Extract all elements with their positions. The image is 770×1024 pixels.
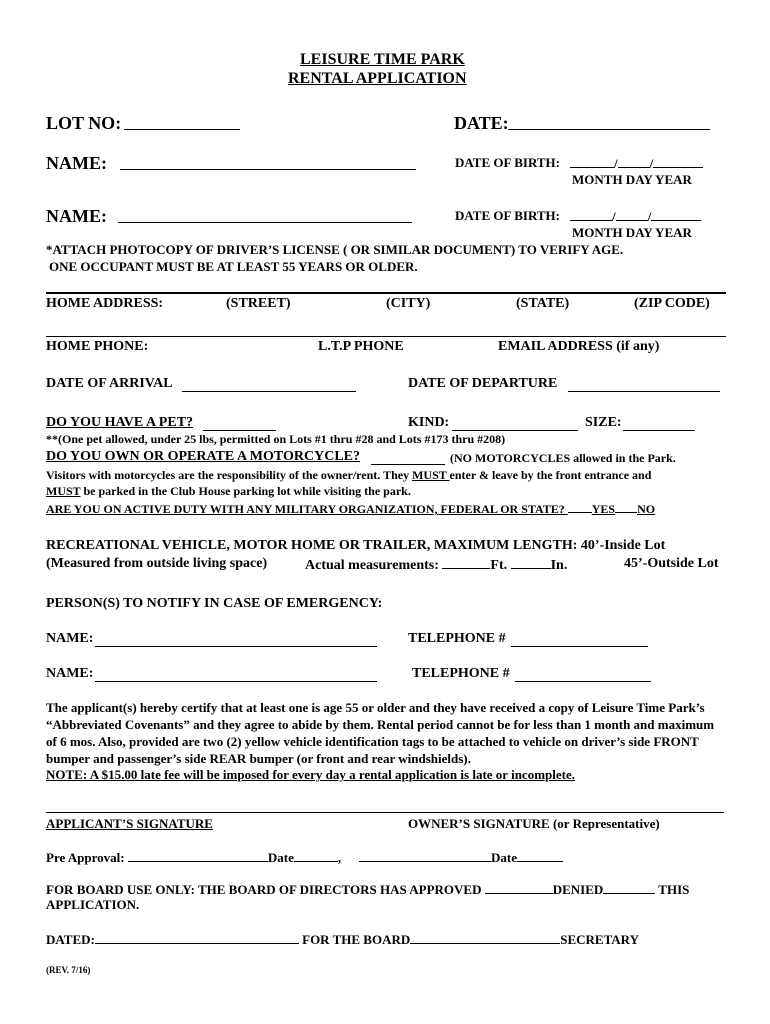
applicant-1-name-label: NAME: — [46, 153, 107, 173]
applicant-2-name-field[interactable] — [118, 211, 412, 223]
rv-ft-field[interactable] — [442, 557, 490, 569]
second-approval-field[interactable] — [359, 850, 491, 862]
military-no-field[interactable] — [615, 501, 637, 513]
emergency-1-name-field[interactable] — [95, 635, 377, 647]
rv-max-length: RECREATIONAL VEHICLE, MOTOR HOME OR TRAILER, MAXIMUM LENGTH: 40’-Inside Lot — [46, 538, 666, 553]
owner-signature-label: OWNER’S SIGNATURE (or Representative) — [408, 816, 660, 831]
rv-in-field[interactable] — [511, 557, 551, 569]
motorcycle-rule-line1: Visitors with motorcycles are the responsibility of the owner/rent. They MUST enter & leave by the front entrance and — [46, 468, 652, 482]
military-question: ARE YOU ON ACTIVE DUTY WITH ANY MILITARY ORGANIZATION, FEDERAL OR STATE? YES NO — [46, 502, 656, 516]
address-city-label: (CITY) — [386, 296, 431, 311]
emergency-heading: PERSON(S) TO NOTIFY IN CASE OF EMERGENCY: — [46, 596, 383, 611]
pet-note: **(One pet allowed, under 25 lbs, permitted on Lots #1 thru #28 and Lots #173 thru #208) — [46, 432, 506, 446]
board-secretary-field[interactable] — [410, 932, 560, 944]
board-application-label: APPLICATION. — [46, 897, 140, 912]
emergency-1-phone-label: TELEPHONE # — [408, 631, 506, 646]
dated-row: DATED: FOR THE BOARD SECRETARY — [46, 932, 639, 947]
arrival-field[interactable] — [182, 380, 356, 392]
pre-approval-field[interactable] — [128, 850, 268, 862]
applicant-2-dob-hint: MONTH DAY YEAR — [572, 225, 692, 240]
address-state-label: (STATE) — [516, 296, 570, 311]
email-label: EMAIL ADDRESS (if any) — [498, 339, 660, 354]
date-label: DATE: — [454, 113, 509, 133]
applicant-1-dob-field[interactable]: / / — [570, 156, 703, 170]
id-note-line2: ONE OCCUPANT MUST BE AT LEAST 55 YEARS OR OLDER. — [49, 259, 418, 274]
military-yes-field[interactable] — [568, 501, 592, 513]
rv-measured-note: (Measured from outside living space) — [46, 556, 268, 571]
date-field[interactable] — [508, 118, 710, 130]
pre-approval-date-field[interactable] — [294, 850, 338, 862]
arrival-label: DATE OF ARRIVAL — [46, 376, 173, 391]
applicant-1-dob-hint: MONTH DAY YEAR — [572, 172, 692, 187]
pet-size-field[interactable] — [623, 419, 695, 431]
signature-line[interactable] — [46, 812, 724, 813]
motorcycle-field[interactable] — [371, 453, 445, 465]
certification-text: The applicant(s) hereby certify that at least one is age 55 or older and they have received a copy of Leisure Time Park’s “Abbreviated Covenants” and they agree to abide by them. Rental period cannot be for less than 1 month and maximum of 6 mos. Also, provided are two (2) yellow vehicle identification tags to be attached to vehicle on driver’s side FRONT bumper and passenger’s side REAR bumper (or front and rear windshields). — [46, 700, 715, 766]
pet-kind-label: KIND: — [408, 415, 450, 430]
applicant-1-name-field[interactable] — [120, 158, 416, 170]
board-use-row: FOR BOARD USE ONLY: THE BOARD OF DIRECTORS HAS APPROVED DENIED THIS — [46, 882, 690, 897]
home-address-label: HOME ADDRESS: — [46, 296, 164, 311]
lot-field[interactable] — [124, 118, 240, 130]
applicant-signature-label: APPLICANT’S SIGNATURE — [46, 816, 213, 831]
departure-label: DATE OF DEPARTURE — [408, 376, 558, 391]
pet-kind-field[interactable] — [452, 419, 578, 431]
late-fee-note: NOTE: A $15.00 late fee will be imposed for every day a rental application is late or incomplete. — [46, 767, 575, 782]
pet-question: DO YOU HAVE A PET? — [46, 415, 194, 430]
emergency-2-name-label: NAME: — [46, 666, 94, 681]
second-approval-row: Date — [359, 850, 563, 864]
pet-field[interactable] — [203, 419, 276, 431]
applicant-2-dob-label: DATE OF BIRTH: — [455, 208, 560, 223]
dated-field[interactable] — [95, 932, 299, 944]
departure-field[interactable] — [568, 380, 720, 392]
motorcycle-note: (NO MOTORCYCLES allowed in the Park. — [450, 451, 676, 465]
applicant-2-dob-field[interactable]: / / — [570, 209, 701, 223]
address-zip-label: (ZIP CODE) — [634, 296, 710, 311]
revision-label: (REV. 7/16) — [46, 965, 91, 975]
motorcycle-rule-line2: MUST be parked in the Club House parking lot while visiting the park. — [46, 484, 411, 498]
emergency-1-phone-field[interactable] — [511, 635, 648, 647]
applicant-1-dob-label: DATE OF BIRTH: — [455, 155, 560, 170]
address-field[interactable] — [46, 336, 726, 337]
second-approval-date-field[interactable] — [517, 850, 563, 862]
home-phone-label: HOME PHONE: — [46, 339, 149, 354]
form-title: LEISURE TIME PARK — [300, 51, 465, 68]
divider — [46, 292, 726, 294]
board-approved-field[interactable] — [485, 882, 553, 894]
emergency-2-phone-field[interactable] — [515, 670, 651, 682]
rv-actual-measurements: Actual measurements: Ft. In. — [305, 558, 568, 573]
applicant-2-name-label: NAME: — [46, 206, 107, 226]
pre-approval-row: Pre Approval: Date , — [46, 850, 342, 865]
id-note-line1: *ATTACH PHOTOCOPY OF DRIVER’S LICENSE ( OR SIMILAR DOCUMENT) TO VERIFY AGE. — [46, 242, 624, 257]
address-street-label: (STREET) — [226, 296, 291, 311]
emergency-1-name-label: NAME: — [46, 631, 94, 646]
motorcycle-question: DO YOU OWN OR OPERATE A MOTORCYCLE? — [46, 449, 360, 464]
emergency-2-name-field[interactable] — [95, 670, 377, 682]
form-subtitle: RENTAL APPLICATION — [288, 70, 467, 87]
pet-size-label: SIZE: — [585, 415, 622, 430]
rv-outside-lot: 45’-Outside Lot — [624, 556, 719, 571]
lot-label: LOT NO: — [46, 113, 122, 133]
board-denied-field[interactable] — [603, 882, 655, 894]
ltp-phone-label: L.T.P PHONE — [318, 339, 404, 354]
emergency-2-phone-label: TELEPHONE # — [412, 666, 510, 681]
